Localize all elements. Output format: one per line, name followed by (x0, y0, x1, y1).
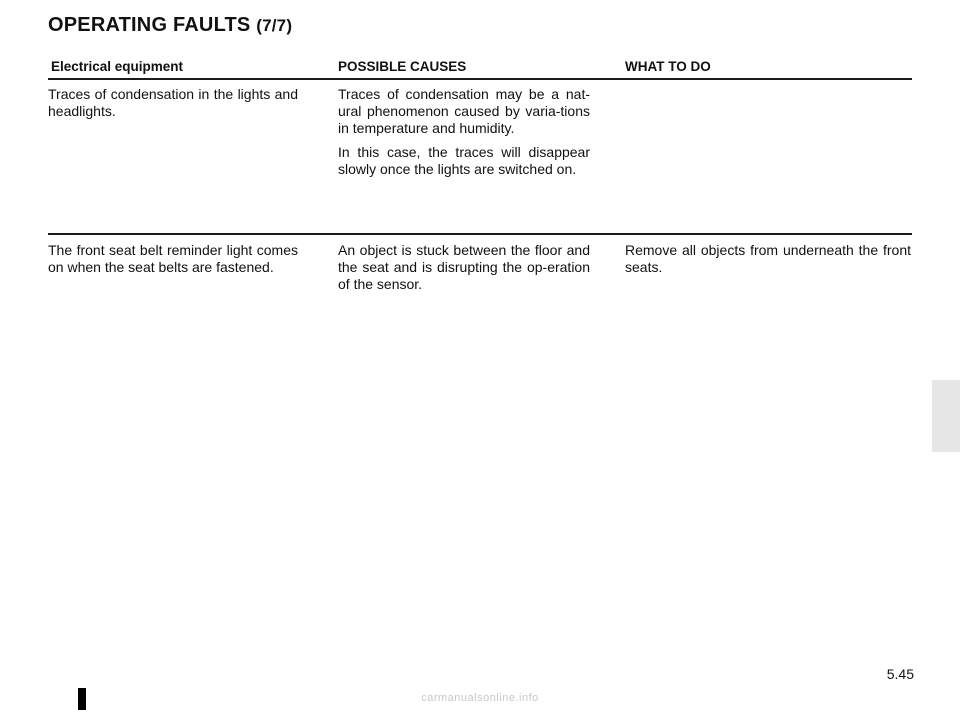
header-what-to-do: WHAT TO DO (625, 59, 711, 74)
chapter-side-tab (932, 380, 960, 452)
row-divider (48, 233, 912, 235)
title-part: (7/7) (256, 16, 293, 35)
page-title (48, 14, 292, 37)
row-2-equipment: The front seat belt reminder light comes on when the seat belts are fastened. (48, 242, 298, 275)
row-2-what-to-do: Remove all objects from underneath the front seats. (625, 242, 911, 275)
header-rule (48, 78, 912, 80)
row-2-cause-1: An object is stuck between the floor and the seat and is disrupting the op-eration of the sensor. (338, 242, 590, 292)
page-number: 5.45 (886, 666, 914, 682)
header-electrical-equipment: Electrical equipment (51, 59, 184, 74)
row-1-cause-2: In this case, the traces will disappear slowly once the lights are switched on. (338, 144, 590, 177)
title-text: OPERATING FAULTS (48, 14, 251, 36)
row-1-causes (338, 86, 590, 178)
row-2-causes (338, 242, 590, 293)
row-1-equipment: Traces of condensation in the lights and headlights. (48, 86, 298, 119)
header-possible-causes: POSSIBLE CAUSES (338, 59, 467, 74)
watermark: carmanualsonline.info (421, 692, 539, 704)
row-1-cause-1: Traces of condensation may be a nat-ural phenomenon caused by varia-tions in temperature and humidity. (338, 86, 590, 136)
